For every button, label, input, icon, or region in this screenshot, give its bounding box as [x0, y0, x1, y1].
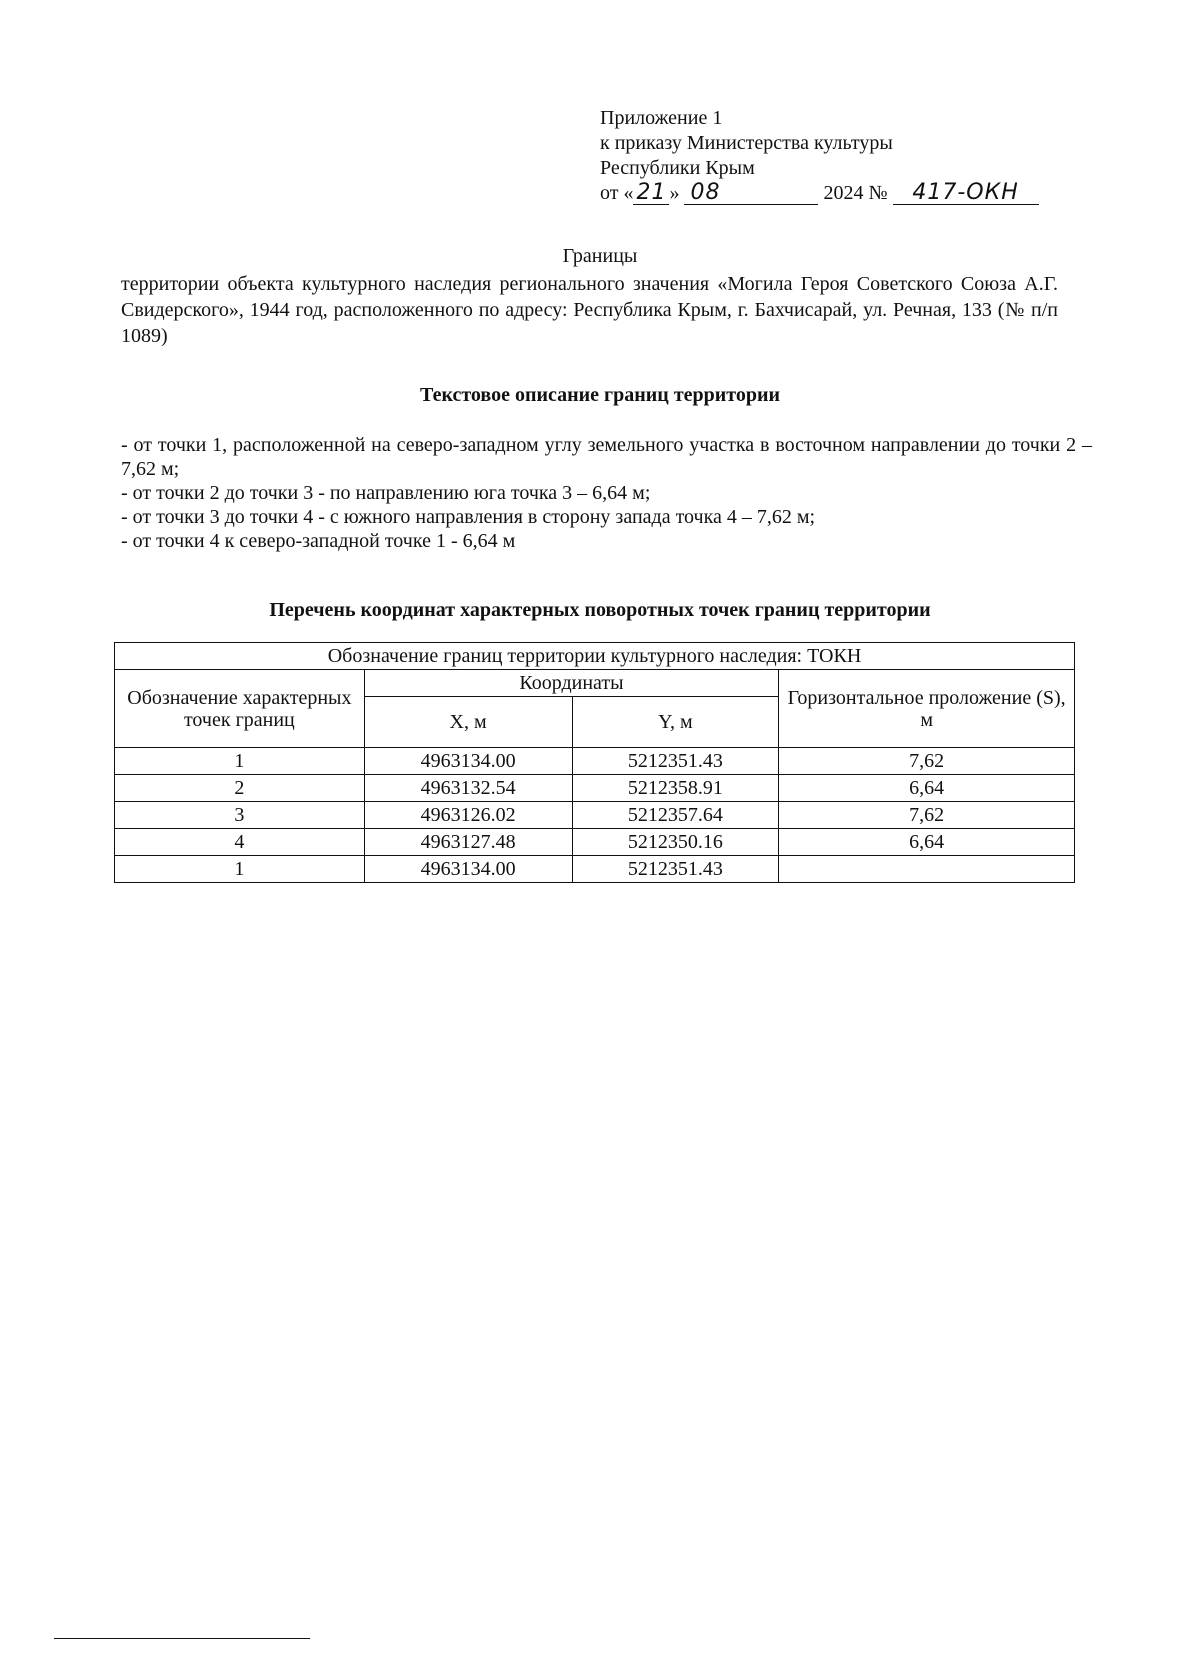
appendix-line: Республики Крым	[600, 157, 755, 179]
cell-x: 4963127.48	[364, 829, 572, 856]
cell-s: 6,64	[779, 829, 1075, 856]
cell-s: 7,62	[779, 802, 1075, 829]
boundary-description-list	[121, 433, 1092, 553]
boundary-segment: - от точки 4 к северо-западной точке 1 - 6,64 м	[121, 530, 516, 552]
appendix-line: к приказу Министерства культуры	[600, 132, 893, 154]
text-description-heading: Текстовое описание границ территории	[419, 384, 781, 406]
cell-point: 4	[115, 829, 365, 856]
cell-point: 2	[115, 775, 365, 802]
object-description: территории объекта культурного наследия регионального значения «Могила Героя Советского Союза А.Г. Свидерского», 1944 год, расположенного по адресу: Республика Крым, г. Бахчисарай, ул. Речная, 133 (№ п/п 1089)	[121, 273, 1058, 347]
cell-x: 4963134.00	[364, 856, 572, 883]
cell-point: 1	[115, 856, 365, 883]
footnote-separator	[54, 1638, 310, 1639]
table-row	[115, 829, 1075, 856]
cell-x: 4963134.00	[364, 748, 572, 775]
order-day: 21	[633, 182, 669, 205]
order-date-line	[600, 181, 1120, 206]
cell-point: 1	[115, 748, 365, 775]
document-title: Границы	[562, 245, 638, 267]
cell-y: 5212351.43	[572, 748, 779, 775]
cell-y: 5212358.91	[572, 775, 779, 802]
appendix-block	[600, 106, 1120, 206]
date-mid: »	[669, 182, 680, 204]
header-horizontal-distance: Горизонтальное проложение (S), м	[779, 670, 1075, 748]
order-number: 417-ОКН	[893, 182, 1039, 205]
appendix-line: Приложение 1	[600, 107, 723, 129]
cell-y: 5212357.64	[572, 802, 779, 829]
header-coordinates: Координаты	[364, 670, 779, 697]
table-caption: Обозначение границ территории культурного наследия: ТОКН	[115, 643, 1075, 670]
date-prefix: от «	[600, 182, 634, 204]
boundary-segment: - от точки 1, расположенной на северо-западном углу земельного участка в восточном направлении до точки 2 –7,62 м;	[121, 434, 1092, 480]
coordinates-heading: Перечень координат характерных поворотных точек границ территории	[269, 599, 931, 621]
cell-s	[779, 856, 1075, 883]
order-month: 08	[684, 182, 818, 205]
cell-y: 5212351.43	[572, 856, 779, 883]
boundary-segment: - от точки 2 до точки 3 - по направлению юга точка 3 – 6,64 м;	[121, 482, 651, 504]
table-row	[115, 856, 1075, 883]
cell-y: 5212350.16	[572, 829, 779, 856]
cell-s: 7,62	[779, 748, 1075, 775]
table-row	[115, 748, 1075, 775]
cell-x: 4963126.02	[364, 802, 572, 829]
cell-point: 3	[115, 802, 365, 829]
order-year-number-label: 2024 №	[823, 182, 888, 204]
cell-x: 4963132.54	[364, 775, 572, 802]
header-x: X, м	[364, 697, 572, 748]
cell-s: 6,64	[779, 775, 1075, 802]
header-y: Y, м	[572, 697, 779, 748]
header-points: Обозначение характерных точек границ	[115, 670, 365, 748]
coordinates-table	[114, 642, 1075, 883]
table-row	[115, 802, 1075, 829]
table-row	[115, 775, 1075, 802]
boundary-segment: - от точки 3 до точки 4 - с южного направления в сторону запада точка 4 – 7,62 м;	[121, 506, 816, 528]
